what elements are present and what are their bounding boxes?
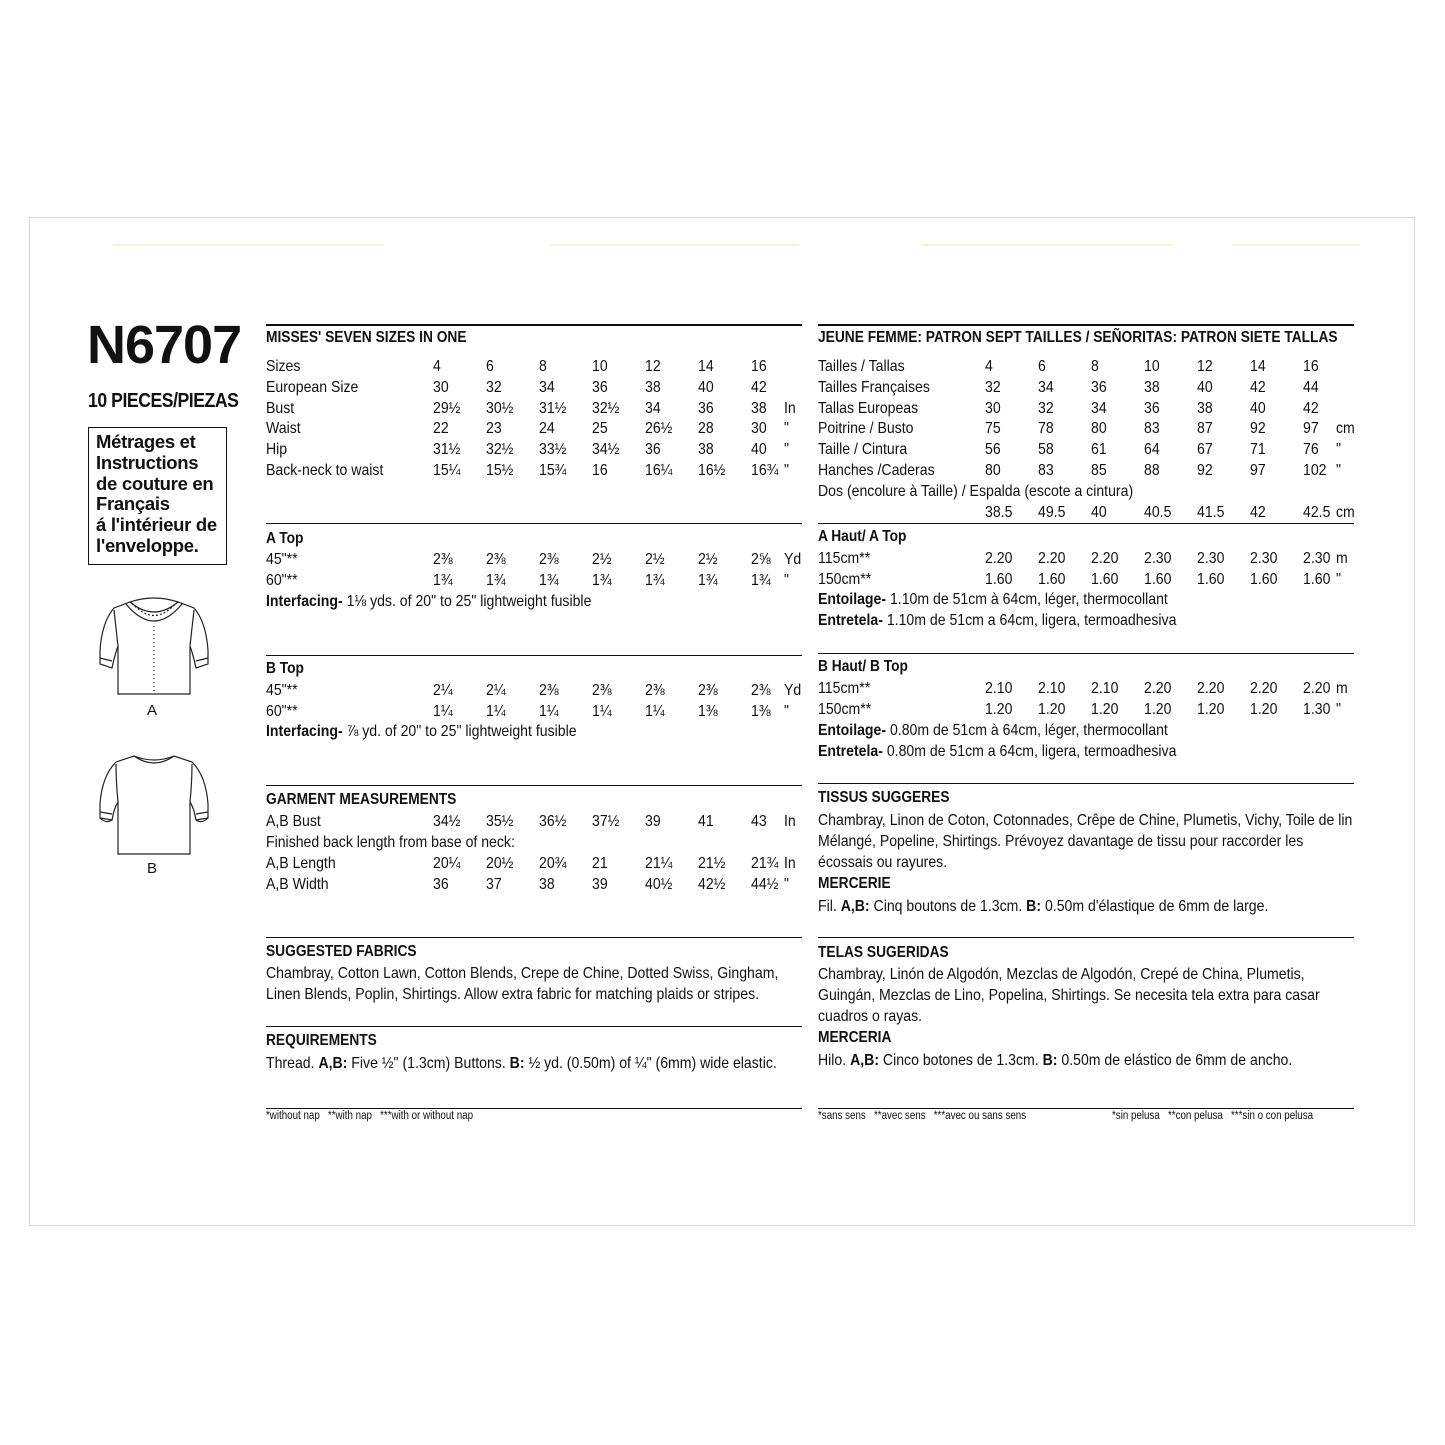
pattern-code: N6707 bbox=[87, 315, 242, 375]
unit-label: m bbox=[1336, 550, 1348, 567]
telas-title: TELAS SUGERIDAS bbox=[818, 944, 949, 961]
view-a-label: A bbox=[147, 702, 158, 719]
cell-value: 38 bbox=[645, 378, 661, 396]
cell-value: 34 bbox=[539, 378, 555, 396]
cell-value: 25 bbox=[592, 420, 608, 438]
footnote-es: *sin pelusa **con pelusa ***sin o con pelusa bbox=[1112, 1110, 1314, 1122]
cell-value: 26½ bbox=[645, 420, 673, 438]
cell-value: 16 bbox=[592, 462, 608, 479]
cell-value: 1.60 bbox=[1250, 571, 1278, 588]
decor-line bbox=[113, 244, 384, 246]
cell-value: 58 bbox=[1038, 441, 1054, 459]
cell-value: 56 bbox=[985, 441, 1001, 459]
cell-value: 2¼ bbox=[486, 682, 506, 699]
cell-value: 36 bbox=[1144, 399, 1160, 417]
cell-value: 24 bbox=[539, 420, 555, 438]
cell-value: 20¾ bbox=[539, 855, 567, 872]
cell-value: 42 bbox=[1303, 399, 1319, 417]
cell-value: 20¼ bbox=[433, 855, 461, 872]
cell-value: 1.20 bbox=[1091, 701, 1119, 718]
cell-value: 1¼ bbox=[486, 703, 506, 720]
cell-value: 23 bbox=[486, 420, 502, 438]
cell-value: 87 bbox=[1197, 420, 1213, 438]
cell-value: 2.20 bbox=[1197, 680, 1225, 697]
cell-value: 22 bbox=[433, 420, 449, 438]
cell-value: 36 bbox=[592, 378, 608, 396]
cell-value: 2⅜ bbox=[751, 682, 771, 699]
cell-value: 36 bbox=[1091, 378, 1107, 396]
footnote-fr: *sans sens **avec sens ***avec ou sans sens bbox=[818, 1110, 1027, 1122]
cell-value: 2.10 bbox=[1091, 680, 1119, 697]
cell-value: 1.60 bbox=[1091, 571, 1119, 588]
cell-value: 38 bbox=[1197, 399, 1213, 417]
row-label: A,B Width bbox=[266, 876, 329, 893]
cell-value: 33½ bbox=[539, 441, 567, 459]
row-label: Poitrine / Busto bbox=[818, 420, 914, 438]
section-rule bbox=[266, 1108, 802, 1109]
row-label: Bust bbox=[266, 399, 295, 417]
row-label: 150cm** bbox=[818, 571, 872, 588]
a-entoilage: Entoilage- 1.10m de 51cm à 64cm, léger, thermocollant bbox=[818, 591, 1168, 608]
cell-value: 43 bbox=[751, 813, 767, 830]
cell-value: 41.5 bbox=[1197, 504, 1225, 521]
unit-label: Yd bbox=[784, 682, 802, 699]
cell-value: 92 bbox=[1197, 462, 1213, 479]
yardage-row bbox=[266, 701, 806, 722]
section-rule bbox=[818, 937, 1354, 938]
cell-value: 2⅜ bbox=[539, 682, 559, 699]
cell-value: 10 bbox=[592, 358, 608, 375]
unit-label: Yd bbox=[784, 551, 802, 568]
size-row bbox=[266, 398, 806, 419]
cell-value: 40 bbox=[751, 441, 767, 459]
cell-value: 36 bbox=[645, 441, 661, 459]
unit-label: " bbox=[784, 703, 790, 720]
unit-label: " bbox=[784, 876, 790, 893]
merceria-title: MERCERIA bbox=[818, 1029, 892, 1046]
cell-value: 2⅜ bbox=[539, 551, 559, 568]
row-label: Waist bbox=[266, 420, 301, 438]
garment-row bbox=[266, 811, 806, 832]
row-label: Back-neck to waist bbox=[266, 462, 384, 479]
yardage-row bbox=[818, 569, 1358, 590]
cell-value: 1¼ bbox=[645, 703, 665, 720]
cell-value: 2⅜ bbox=[433, 551, 453, 568]
section-rule bbox=[266, 324, 802, 326]
cell-value: 83 bbox=[1038, 462, 1054, 479]
cell-value: 38 bbox=[1144, 378, 1160, 396]
cell-value: 12 bbox=[645, 358, 661, 375]
cell-value: 32½ bbox=[486, 441, 514, 459]
decor-line bbox=[550, 244, 799, 246]
unit-label: In bbox=[784, 813, 796, 830]
cell-value: 34 bbox=[645, 399, 661, 417]
cell-value: 34 bbox=[1038, 378, 1054, 396]
cell-value: 2⅜ bbox=[645, 682, 665, 699]
cell-value: 31½ bbox=[539, 399, 567, 417]
cell-value: 14 bbox=[698, 358, 714, 375]
cell-value: 1.20 bbox=[1250, 701, 1278, 718]
cell-value: 4 bbox=[433, 358, 441, 375]
size-row bbox=[266, 439, 806, 460]
cell-value: 36 bbox=[698, 399, 714, 417]
size-row bbox=[266, 460, 806, 481]
section-rule bbox=[818, 653, 1354, 654]
row-label: Hanches /Caderas bbox=[818, 462, 935, 479]
cell-value: 29½ bbox=[433, 399, 461, 417]
cell-value: 2½ bbox=[645, 551, 665, 568]
cell-value: 16½ bbox=[698, 462, 726, 479]
pieces-count: 10 PIECES/PIEZAS bbox=[88, 390, 239, 412]
unit-label: " bbox=[1336, 571, 1342, 588]
cell-value: 32 bbox=[486, 378, 502, 396]
section-rule bbox=[266, 937, 802, 938]
cell-value: 16¼ bbox=[645, 462, 673, 479]
telas-text: Chambray, Linón de Algodón, Mezclas de Algodón, Crepé de China, Plumetis, Guingán, Mezclas de Lino, Popelina, Shirtings. Se necesita tela extra para casar cuadros o rayas. bbox=[818, 966, 1320, 1025]
b-interfacing: Interfacing- ⅞ yd. of 20" to 25" lightweight fusible bbox=[266, 723, 577, 740]
cell-value: 2.20 bbox=[1144, 680, 1172, 697]
cell-value: 30½ bbox=[486, 399, 514, 417]
cell-value: 1.60 bbox=[985, 571, 1013, 588]
cell-value: 42 bbox=[1250, 378, 1266, 396]
cell-value: 80 bbox=[985, 462, 1001, 479]
section-rule bbox=[818, 1108, 1354, 1109]
cell-value: 1¾ bbox=[751, 572, 771, 589]
unit-label: " bbox=[1336, 701, 1342, 718]
cell-value: 97 bbox=[1250, 462, 1266, 479]
footnote: *without nap **with nap ***with or without nap bbox=[266, 1110, 474, 1122]
cell-value: 2.20 bbox=[1303, 680, 1331, 697]
unit-label: " bbox=[784, 420, 790, 438]
cell-value: 8 bbox=[1091, 358, 1099, 375]
yardage-row bbox=[266, 549, 806, 570]
cell-value: 37 bbox=[486, 876, 502, 893]
section-rule bbox=[266, 785, 802, 786]
cell-value: 20½ bbox=[486, 855, 514, 872]
decor-line bbox=[1232, 244, 1360, 246]
cell-value: 2.20 bbox=[1038, 550, 1066, 567]
cell-value: 32 bbox=[1038, 399, 1054, 417]
fabrics-title: SUGGESTED FABRICS bbox=[266, 943, 417, 960]
cell-value: 1.60 bbox=[1303, 571, 1331, 588]
unit-label: In bbox=[784, 855, 796, 872]
size-row bbox=[818, 398, 1358, 419]
mercerie-text: Fil. A,B: Cinq boutons de 1.3cm. B: 0.50m d'élastique de 6mm de large. bbox=[818, 898, 1269, 915]
size-row bbox=[818, 377, 1358, 398]
garment-row bbox=[266, 853, 806, 874]
cell-value: 30 bbox=[433, 378, 449, 396]
merceria-text: Hilo. A,B: Cinco botones de 1.3cm. B: 0.50m de elástico de 6mm de ancho. bbox=[818, 1052, 1293, 1069]
unit-label: m bbox=[1336, 680, 1348, 697]
cell-value: 1.60 bbox=[1197, 571, 1225, 588]
cell-value: 1.20 bbox=[1038, 701, 1066, 718]
cell-value: 2⅜ bbox=[698, 682, 718, 699]
cell-value: 38 bbox=[539, 876, 555, 893]
cell-value: 10 bbox=[1144, 358, 1160, 375]
cell-value: 2⅜ bbox=[486, 551, 506, 568]
cell-value: 15½ bbox=[486, 462, 514, 479]
mercerie-title: MERCERIE bbox=[818, 875, 891, 892]
row-label: Taille / Cintura bbox=[818, 441, 908, 459]
cell-value: 44½ bbox=[751, 876, 779, 893]
french-instructions-box: Métrages et Instructions de couture en Français á l'intérieur de l'enveloppe. bbox=[88, 427, 227, 565]
yardage-row bbox=[266, 570, 806, 591]
row-label: A,B Bust bbox=[266, 813, 321, 830]
cell-value: 76 bbox=[1303, 441, 1319, 459]
row-label: Sizes bbox=[266, 358, 301, 375]
sizes-title: MISSES' SEVEN SIZES IN ONE bbox=[266, 329, 467, 346]
cell-value: 40 bbox=[1197, 378, 1213, 396]
cell-value: 1¾ bbox=[539, 572, 559, 589]
size-row bbox=[818, 418, 1358, 439]
row-label: Tailles Françaises bbox=[818, 378, 930, 396]
garment-note: Finished back length from base of neck: bbox=[266, 834, 515, 851]
unit-label: " bbox=[1336, 441, 1342, 459]
view-b-sketch bbox=[96, 746, 212, 858]
cell-value: 38 bbox=[751, 399, 767, 417]
cell-value: 42 bbox=[1250, 504, 1266, 521]
cell-value: 1.60 bbox=[1038, 571, 1066, 588]
cell-value: 1¼ bbox=[592, 703, 612, 720]
cell-value: 40.5 bbox=[1144, 504, 1172, 521]
cell-value: 1.30 bbox=[1303, 701, 1331, 718]
unit-label: " bbox=[784, 441, 790, 459]
size-row bbox=[818, 439, 1358, 460]
b-entoilage: Entoilage- 0.80m de 51cm à 64cm, léger, thermocollant bbox=[818, 722, 1168, 739]
a-interfacing: Interfacing- 1⅛ yds. of 20" to 25" lightweight fusible bbox=[266, 593, 592, 610]
yardage-row bbox=[818, 699, 1358, 720]
cell-value: 21¾ bbox=[751, 855, 779, 872]
cell-value: 34½ bbox=[592, 441, 620, 459]
cell-value: 1¼ bbox=[433, 703, 453, 720]
cell-value: 64 bbox=[1144, 441, 1160, 459]
row-label: 115cm** bbox=[818, 680, 871, 697]
size-row bbox=[818, 460, 1358, 481]
cell-value: 21 bbox=[592, 855, 608, 872]
cell-value: 85 bbox=[1091, 462, 1107, 479]
cell-value: 40 bbox=[698, 378, 714, 396]
cell-value: 40½ bbox=[645, 876, 673, 893]
cell-value: 15¾ bbox=[539, 462, 567, 479]
b-top-title-fr: B Haut/ B Top bbox=[818, 658, 908, 675]
cell-value: 21¼ bbox=[645, 855, 673, 872]
size-row bbox=[266, 418, 806, 439]
cell-value: 78 bbox=[1038, 420, 1054, 438]
cell-value: 28 bbox=[698, 420, 714, 438]
size-row bbox=[818, 502, 1358, 523]
unit-label: " bbox=[784, 572, 790, 589]
a-top-title: A Top bbox=[266, 530, 304, 547]
cell-value: 1¾ bbox=[486, 572, 506, 589]
section-rule bbox=[266, 1026, 802, 1027]
cell-value: 2.20 bbox=[985, 550, 1013, 567]
a-top-title-fr: A Haut/ A Top bbox=[818, 528, 907, 545]
row-label: 45"** bbox=[266, 551, 298, 568]
cell-value: 36 bbox=[433, 876, 449, 893]
section-rule bbox=[266, 655, 802, 656]
row-label: European Size bbox=[266, 378, 359, 396]
cell-value: 34½ bbox=[433, 813, 461, 830]
cell-value: 2.30 bbox=[1144, 550, 1172, 567]
unit-label: In bbox=[784, 399, 796, 417]
cell-value: 2¼ bbox=[433, 682, 453, 699]
a-entretela: Entretela- 1.10m de 51cm a 64cm, ligera, termoadhesiva bbox=[818, 612, 1177, 629]
cell-value: 83 bbox=[1144, 420, 1160, 438]
cell-value: 16 bbox=[1303, 358, 1319, 375]
row-label: 60"** bbox=[266, 572, 298, 589]
section-rule bbox=[818, 523, 1354, 524]
fabrics-text: Chambray, Cotton Lawn, Cotton Blends, Crepe de Chine, Dotted Swiss, Gingham, Linen Blends, Poplin, Shirtings. Allow extra fabric for matching plaids or stripes. bbox=[266, 965, 779, 1003]
cell-value: 88 bbox=[1144, 462, 1160, 479]
cell-value: 1¾ bbox=[645, 572, 665, 589]
row-label: Tallas Europeas bbox=[818, 399, 919, 417]
cell-value: 1⅜ bbox=[751, 703, 771, 720]
cell-value: 1.60 bbox=[1144, 571, 1172, 588]
cell-value: 61 bbox=[1091, 441, 1107, 459]
cell-value: 42.5 bbox=[1303, 504, 1331, 521]
cell-value: 2.10 bbox=[1038, 680, 1066, 697]
row-label: 150cm** bbox=[818, 701, 872, 718]
cell-value: 1.20 bbox=[1144, 701, 1172, 718]
cell-value: 49.5 bbox=[1038, 504, 1066, 521]
cell-value: 16¾ bbox=[751, 462, 779, 479]
unit-label: cm bbox=[1336, 504, 1355, 521]
row-label: Tailles / Tallas bbox=[818, 358, 905, 375]
cell-value: 31½ bbox=[433, 441, 461, 459]
cell-value: 16 bbox=[751, 358, 767, 375]
cell-value: 21½ bbox=[698, 855, 726, 872]
cell-value: 1.20 bbox=[1197, 701, 1225, 718]
cell-value: 35½ bbox=[486, 813, 514, 830]
cell-value: 8 bbox=[539, 358, 547, 375]
cell-value: 2.20 bbox=[1091, 550, 1119, 567]
tissus-text: Chambray, Linon de Coton, Cotonnades, Crêpe de Chine, Plumetis, Vichy, Toile de lin Mélangé, Popeline, Shirtings. Prévoyez davantage de tissu pour raccorder les écossais ou rayures. bbox=[818, 812, 1353, 871]
cell-value: 39 bbox=[645, 813, 661, 830]
cell-value: 80 bbox=[1091, 420, 1107, 438]
cell-value: 1⅜ bbox=[698, 703, 718, 720]
cell-value: 6 bbox=[486, 358, 494, 375]
cell-value: 2½ bbox=[698, 551, 718, 568]
cell-value: 42½ bbox=[698, 876, 726, 893]
cell-value: 39 bbox=[592, 876, 608, 893]
cell-value: 36½ bbox=[539, 813, 567, 830]
section-rule bbox=[818, 783, 1354, 784]
row-label: 115cm** bbox=[818, 550, 871, 567]
cell-value: 2⅜ bbox=[592, 682, 612, 699]
cell-value: 30 bbox=[751, 420, 767, 438]
cell-value: 4 bbox=[985, 358, 993, 375]
cell-value: 34 bbox=[1091, 399, 1107, 417]
cell-value: 67 bbox=[1197, 441, 1213, 459]
cell-value: 1¾ bbox=[592, 572, 612, 589]
row-label: Hip bbox=[266, 441, 288, 459]
cell-value: 75 bbox=[985, 420, 1001, 438]
section-rule bbox=[266, 523, 802, 524]
cell-value: 2⅝ bbox=[751, 551, 771, 568]
decor-line bbox=[922, 244, 1173, 246]
garment-title: GARMENT MEASUREMENTS bbox=[266, 791, 457, 808]
cell-value: 30 bbox=[985, 399, 1001, 417]
size-row bbox=[266, 356, 806, 377]
b-entretela: Entretela- 0.80m de 51cm a 64cm, ligera, termoadhesiva bbox=[818, 743, 1177, 760]
cell-value: 1¾ bbox=[433, 572, 453, 589]
view-b-label: B bbox=[147, 860, 158, 877]
tissus-title: TISSUS SUGGERES bbox=[818, 789, 950, 806]
cell-value: 1.20 bbox=[985, 701, 1013, 718]
cell-value: 12 bbox=[1197, 358, 1213, 375]
cell-value: 6 bbox=[1038, 358, 1046, 375]
requirements-title: REQUIREMENTS bbox=[266, 1032, 377, 1049]
requirements-text: Thread. A,B: Five ½" (1.3cm) Buttons. B: ½ yd. (0.50m) of ¼" (6mm) wide elastic. bbox=[266, 1055, 777, 1072]
cell-value: 2.30 bbox=[1197, 550, 1225, 567]
row-label: A,B Length bbox=[266, 855, 336, 872]
cell-value: 40 bbox=[1250, 399, 1266, 417]
cell-value: 2.20 bbox=[1250, 680, 1278, 697]
cell-value: 1¾ bbox=[698, 572, 718, 589]
yardage-row bbox=[818, 548, 1358, 569]
sizes-title-fr: JEUNE FEMME: PATRON SEPT TAILLES / SEÑORITAS: PATRON SIETE TALLAS bbox=[818, 329, 1338, 346]
cell-value: 2.30 bbox=[1250, 550, 1278, 567]
unit-label: cm bbox=[1336, 420, 1355, 438]
cell-value: 14 bbox=[1250, 358, 1266, 375]
cell-value: 38.5 bbox=[985, 504, 1013, 521]
yardage-row bbox=[266, 680, 806, 701]
section-rule bbox=[818, 324, 1354, 326]
back-note-fr: Dos (encolure à Taille) / Espalda (escote a cintura) bbox=[818, 483, 1134, 500]
cell-value: 97 bbox=[1303, 420, 1319, 438]
size-row bbox=[266, 377, 806, 398]
unit-label: " bbox=[784, 462, 790, 479]
cell-value: 32 bbox=[985, 378, 1001, 396]
cell-value: 2.30 bbox=[1303, 550, 1331, 567]
cell-value: 42 bbox=[751, 378, 767, 396]
cell-value: 40 bbox=[1091, 504, 1107, 521]
cell-value: 2½ bbox=[592, 551, 612, 568]
size-row bbox=[818, 356, 1358, 377]
yardage-row bbox=[818, 678, 1358, 699]
cell-value: 1¼ bbox=[539, 703, 559, 720]
cell-value: 44 bbox=[1303, 378, 1319, 396]
cell-value: 71 bbox=[1250, 441, 1266, 459]
view-a-sketch bbox=[96, 588, 212, 700]
row-label: 60"** bbox=[266, 703, 298, 720]
cell-value: 41 bbox=[698, 813, 714, 830]
cell-value: 37½ bbox=[592, 813, 620, 830]
cell-value: 92 bbox=[1250, 420, 1266, 438]
b-top-title: B Top bbox=[266, 660, 304, 677]
cell-value: 15¼ bbox=[433, 462, 461, 479]
row-label: 45"** bbox=[266, 682, 298, 699]
garment-row bbox=[266, 874, 806, 895]
cell-value: 2.10 bbox=[985, 680, 1013, 697]
cell-value: 38 bbox=[698, 441, 714, 459]
cell-value: 32½ bbox=[592, 399, 620, 417]
cell-value: 102 bbox=[1303, 462, 1327, 479]
unit-label: " bbox=[1336, 462, 1342, 479]
